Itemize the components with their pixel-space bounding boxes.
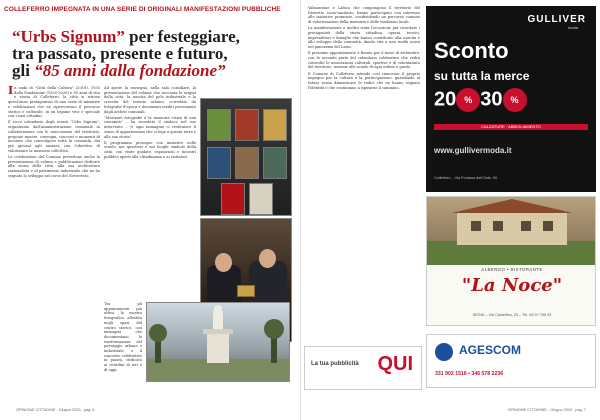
page-footer <box>4 406 596 414</box>
article-paragraph: Le celebrazioni del Comune prevedono anche la presentazione di volumi e pubblicazioni dedicate alla storia della città, alla sua architettura razionalista e al patrimonio industriale che ne ha segnato lo sviluppo nel corso del Novecento. <box>8 154 100 178</box>
left-page <box>4 6 300 410</box>
headline-line-3 <box>12 62 292 79</box>
dropcap: I <box>8 86 14 97</box>
article-column-2 <box>104 86 196 298</box>
article-column-continued <box>308 6 420 340</box>
article-paragraph: Il prossimo appuntamento è fissato per il mese di settembre, con la seconda parte del calendario celebrativo che vedrà coinvolte le associazioni culturali, sportive e di volontariato del territorio, insieme alle scuole di ogni ordine e grado. <box>308 51 420 70</box>
agescom-phone: 331 902 1516 • 346 578 2236 <box>435 371 504 377</box>
monument-illustration <box>147 303 290 382</box>
books-photo <box>200 98 292 216</box>
article-paragraph: La manifestazione è inoltre stata l'occasione per ricordare i protagonisti della storia cittadina: operai, tecnici, imprenditori e famiglie che hanno contribuito alla nascita e allo sviluppo della comunità, dando vita a una realtà unica nel panorama del Lazio. <box>308 26 420 50</box>
headline-85-anni: “85 anni dalla fondazione” <box>34 61 226 80</box>
gulliver-discount: 20 % 30 % <box>434 88 527 112</box>
article-paragraph: Valmontone e Labico che compongono il territorio del Distretto socio-sanitario, hanno partecipato con interesse alle iniziative promosse, condividendo un percorso comune di valorizzazione della memoria e delle tradizioni locali. <box>308 6 420 25</box>
book-cover <box>249 183 273 215</box>
la-noce-category: ALBERGO • RISTORANTE <box>481 267 543 272</box>
book-cover <box>207 147 231 179</box>
book-cover <box>263 147 287 179</box>
agescom-logo-icon <box>435 343 453 361</box>
article-paragraph: Il Comune di Colleferro intende così rinnovare il proprio impegno per la cultura e la partecipazione, guardando al futuro senza dimenticare le radici che ne hanno segnato l'identità e che continuano a ispirarne il cammino. <box>308 71 420 90</box>
gulliver-logo: GULLIVER <box>527 14 586 25</box>
book-cover <box>263 109 287 141</box>
advertise-here-label: La tua pubblicità <box>311 361 359 367</box>
advertise-here-qui: QUI <box>377 353 413 375</box>
advertise-here-box[interactable] <box>304 346 422 390</box>
plaque-award <box>237 285 255 297</box>
percent-icon: % <box>456 88 480 112</box>
book-cover <box>235 147 259 179</box>
la-noce-advert[interactable] <box>426 196 596 326</box>
article-paragraph: Il programma prosegue con iniziative nelle scuole, nei quartieri e nei luoghi simbolo della città, con visite guidate, esposizioni e incontri pubblici aperti alla cittadinanza e ai visitatori. <box>104 140 196 159</box>
la-noce-name: "La Noce" <box>461 275 563 296</box>
article-paragraph: Il ricco calendario degli eventi "Urbs Signum", organizzato dall'Amministrazione comunale in collaborazione con le associazioni del territorio, propone mostre, convegni, concerti e momenti di incontro che coinvolgono tutta la comunità, dai più giovani agli anziani, con l'obiettivo di valorizzare la memoria collettiva. <box>8 120 100 153</box>
article-paragraph: "Mostrare fotografie è la memoria visiva di una comunità" – ha ricordato il sindaco nel suo intervento – "e ogni immagine ci restituisce il senso di appartenenza che ci lega a questa terra e alla sua storia". <box>104 115 196 139</box>
book-cover <box>207 109 231 141</box>
agescom-name: AGESCOM <box>459 343 522 357</box>
article-kicker: COLLEFERRO IMPEGNATA IN UNA SERIE DI ORIGINALI MANIFESTAZIONI PUBBLICHE <box>4 6 281 13</box>
book-cover <box>235 109 259 141</box>
page-fold <box>300 0 301 420</box>
gulliver-advert[interactable] <box>426 6 596 192</box>
headline-line-1 <box>12 28 292 45</box>
gulliver-tagline: moda <box>567 25 578 30</box>
hotel-photo <box>427 197 596 265</box>
article-paragraph: In onda di "Città della Cultura" (2018), 1935 della Fondazione (1935-2020) e 85 anni di vita e storia di Colleferro: la città si ritrova quest'anno protagonista di una serie di iniziative e celebrazioni che ne ripercorrono il percorso storico e culturale, in un legame vivo e speciale con i suoi cittadini. <box>8 86 100 119</box>
article-column-1 <box>8 86 100 406</box>
book-cover <box>221 183 245 215</box>
la-noce-address: SEGNI – Via Castellino, 23 – Tel. 06 97 766 93 <box>472 313 552 317</box>
percent-icon: % <box>503 88 527 112</box>
footer-right-folio: OPINIONE CITTADINE - Giugno 2020 - pag. 7 <box>507 408 586 412</box>
headline-gli: gli <box>12 61 35 80</box>
article-column-3 <box>104 302 142 406</box>
agescom-advert[interactable] <box>426 334 596 388</box>
gulliver-website-link[interactable]: www.gullivermoda.it <box>434 146 512 155</box>
monument-photo <box>146 302 290 382</box>
gulliver-headline: Sconto su tutta la merce <box>434 38 530 83</box>
gulliver-category-bar: CALZATURE · ABBIGLIAMENTO <box>434 124 588 130</box>
person-head <box>215 253 232 272</box>
article-paragraph: Tra gli appuntamenti più attesi, la mostra fotografica allestita negli spazi del centro storico, con immagini che documentano le trasformazioni del paesaggio urbano e industriale, e il concerto celebrativo in piazza, dedicato ai cittadini di ieri e di oggi. <box>104 302 142 372</box>
person-head <box>259 249 276 268</box>
headline-festeggiare: per festeggiare, <box>124 27 240 46</box>
right-page <box>304 6 596 404</box>
article-headline <box>12 28 292 79</box>
hotel-building-illustration <box>427 197 596 265</box>
gulliver-address: Colleferro – Via Fontana dell'Oste, 90 <box>434 176 498 180</box>
article-paragraph: Ad aprire la rassegna, nella sala consiliare, la presentazione del volume che racconta le origini della città, la nascita del polo industriale e la crescita del tessuto urbano, corredato da fotografie d'epoca e documenti inediti provenienti dagli archivi comunali. <box>104 86 196 114</box>
headline-urbs-signum: “Urbs Signum” <box>12 27 125 46</box>
headline-line-2: tra passato, presente e futuro, <box>12 44 228 63</box>
footer-left-folio: OPINIONE CITTADINE - Giugno 2020 - pag. 6 <box>16 408 95 412</box>
